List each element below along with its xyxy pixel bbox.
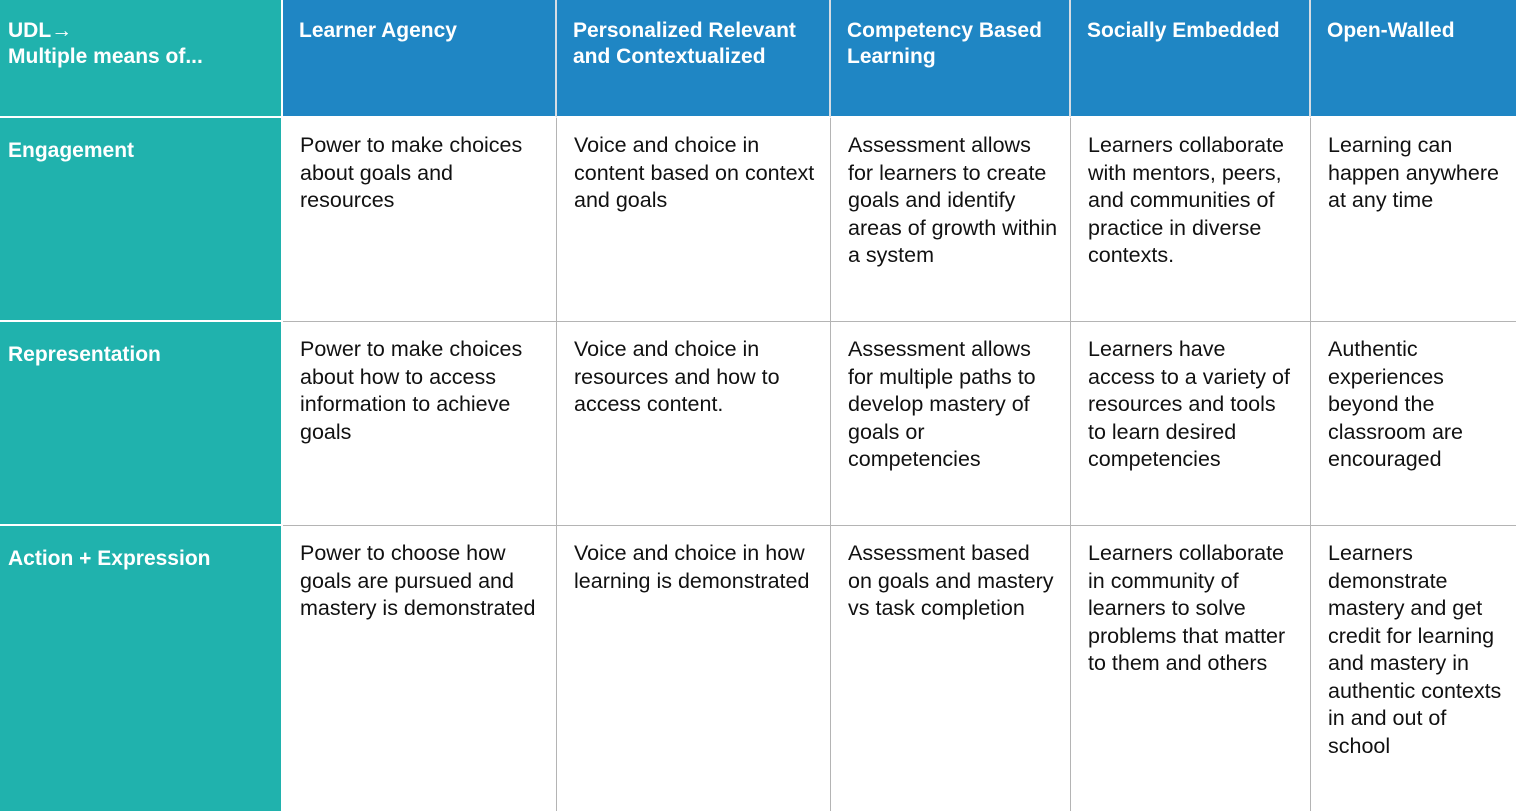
table-cell: Learning can happen anywhere at any time — [1311, 118, 1516, 322]
table-cell: Assessment based on goals and mastery vs task completion — [831, 526, 1071, 811]
column-header-open-walled: Open-Walled — [1311, 0, 1516, 118]
table-cell: Power to make choices about how to access information to achieve goals — [283, 322, 557, 526]
table-cell: Voice and choice in content based on context and goals — [557, 118, 831, 322]
corner-subtitle: Multiple means of... — [8, 45, 203, 68]
corner-header-cell — [0, 0, 283, 118]
table-cell: Authentic experiences beyond the classroom are encouraged — [1311, 322, 1516, 526]
table-cell: Assessment allows for multiple paths to develop mastery of goals or competencies — [831, 322, 1071, 526]
table-cell: Assessment allows for learners to create goals and identify areas of growth within a system — [831, 118, 1071, 322]
table-cell: Voice and choice in how learning is demonstrated — [557, 526, 831, 811]
column-header-learner-agency: Learner Agency — [283, 0, 557, 118]
row-header-representation: Representation — [0, 322, 283, 526]
table-cell: Learners have access to a variety of resources and tools to learn desired competencies — [1071, 322, 1311, 526]
column-header-personalized: Personalized Relevant and Contextualized — [557, 0, 831, 118]
table-cell: Learners demonstrate mastery and get credit for learning and mastery in authentic contexts in and out of school — [1311, 526, 1516, 811]
table-cell: Learners collaborate with mentors, peers, and communities of practice in diverse contexts. — [1071, 118, 1311, 322]
table-cell: Power to choose how goals are pursued and mastery is demonstrated — [283, 526, 557, 811]
table-cell: Voice and choice in resources and how to access content. — [557, 322, 831, 526]
column-header-competency-based: Competency Based Learning — [831, 0, 1071, 118]
row-header-engagement: Engagement — [0, 118, 283, 322]
table-cell: Learners collaborate in community of learners to solve problems that matter to them and others — [1071, 526, 1311, 811]
column-header-socially-embedded: Socially Embedded — [1071, 0, 1311, 118]
corner-title: UDL→ — [8, 19, 73, 42]
row-header-action-expression: Action + Expression — [0, 526, 283, 811]
table-cell: Power to make choices about goals and resources — [283, 118, 557, 322]
